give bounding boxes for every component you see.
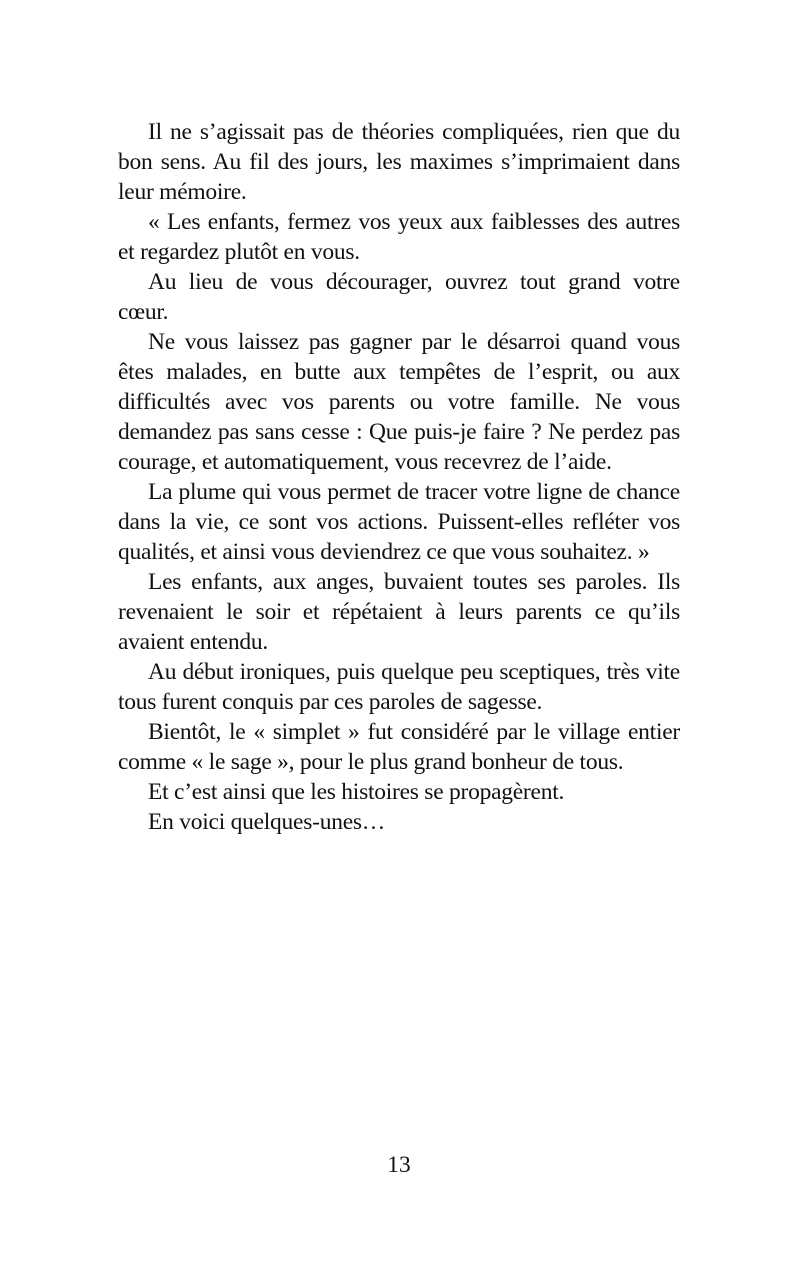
body-text <box>118 117 680 837</box>
page-number: 13 <box>387 1152 411 1178</box>
paragraph: Au lieu de vous décourager, ouvrez tout grand votre cœur. <box>118 269 680 325</box>
paragraph: Il ne s’agissait pas de théories compliquées, rien que du bon sens. Au fil des jours, les maximes s’imprimaient dans leur mémoire. <box>118 119 680 205</box>
paragraph: Bientôt, le « simplet » fut considéré par le village entier comme « le sage », pour le plus grand bonheur de tous. <box>118 719 680 775</box>
paragraph: Ne vous laissez pas gagner par le désarroi quand vous êtes malades, en butte aux tempêtes de l’esprit, ou aux difficultés avec vos parents ou votre famille. Ne vous demandez pas sans cesse : Que puis-je faire ? Ne perdez pas courage, et automatiquement, vous recevrez de l’aide. <box>118 329 680 475</box>
paragraph: En voici quelques-unes… <box>148 809 386 835</box>
paragraph: Les enfants, aux anges, buvaient toutes ses paroles. Ils revenaient le soir et répétaient à leurs parents ce qu’ils avaient entendu. <box>118 569 680 655</box>
paragraph: « Les enfants, fermez vos yeux aux faiblesses des autres et regardez plutôt en vous. <box>118 209 680 265</box>
paragraph: Au début ironiques, puis quelque peu sceptiques, très vite tous furent conquis par ces paroles de sagesse. <box>118 659 680 715</box>
paragraph: Et c’est ainsi que les histoires se propagèrent. <box>148 779 565 805</box>
paragraph: La plume qui vous permet de tracer votre ligne de chance dans la vie, ce sont vos actions. Puissent-elles refléter vos qualités, et ainsi vous deviendrez ce que vous souhaitez. » <box>118 479 680 565</box>
